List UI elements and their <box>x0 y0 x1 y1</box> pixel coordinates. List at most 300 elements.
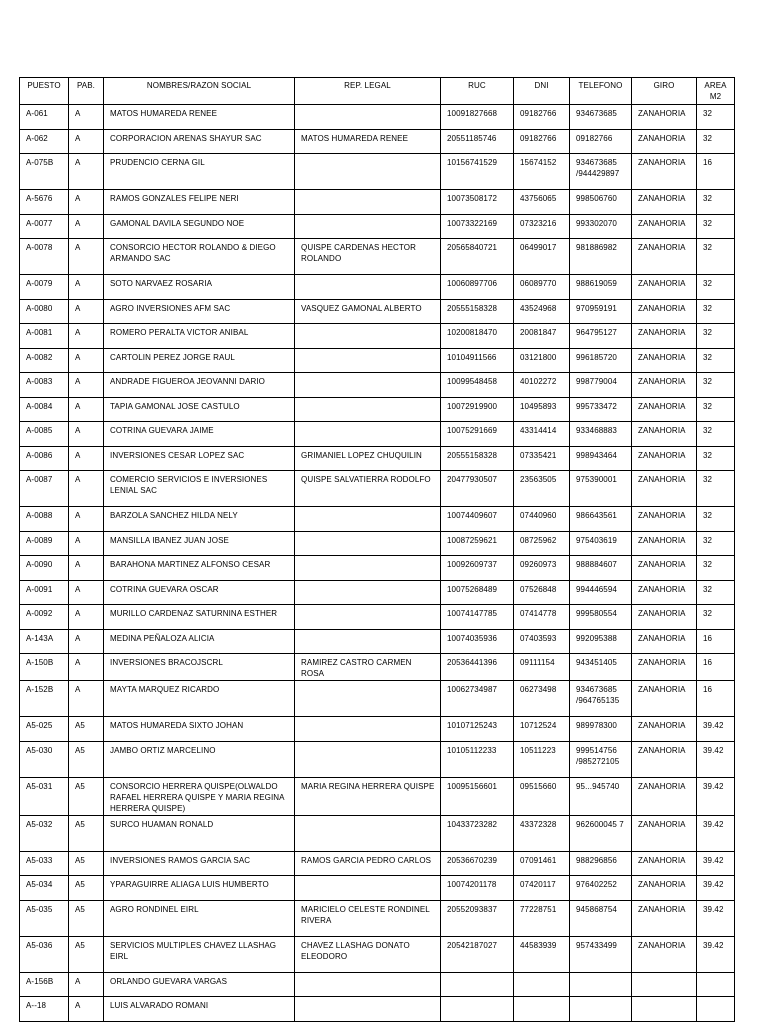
cell-nombre: MAYTA MARQUEZ RICARDO <box>104 681 295 717</box>
cell-area: 32 <box>697 471 735 507</box>
cell-giro: ZANAHORIA <box>632 876 697 901</box>
cell-puesto: A5-036 <box>20 936 69 972</box>
table-row <box>20 717 735 742</box>
cell-dni: 10511223 <box>514 741 570 777</box>
column-header-ruc: RUC <box>441 78 514 105</box>
cell-puesto: A5-025 <box>20 717 69 742</box>
table-body <box>20 105 735 1022</box>
cell-dni: 03121800 <box>514 348 570 373</box>
cell-rep-legal <box>295 531 441 556</box>
cell-nombre: BARAHONA MARTINEZ ALFONSO CESAR <box>104 556 295 581</box>
cell-giro: ZANAHORIA <box>632 422 697 447</box>
table-row <box>20 997 735 1022</box>
cell-telefono: 976402252 <box>570 876 632 901</box>
table-row <box>20 681 735 717</box>
cell-area: 32 <box>697 397 735 422</box>
cell-pabellon: A <box>69 507 104 532</box>
cell-giro: ZANAHORIA <box>632 373 697 398</box>
cell-dni: 09260973 <box>514 556 570 581</box>
cell-puesto: A-0085 <box>20 422 69 447</box>
cell-dni: 77228751 <box>514 900 570 936</box>
cell-ruc: 10433723282 <box>441 815 514 851</box>
cell-area: 32 <box>697 580 735 605</box>
cell-pabellon: A <box>69 629 104 654</box>
cell-dni <box>514 972 570 997</box>
cell-pabellon: A <box>69 997 104 1022</box>
table-row <box>20 972 735 997</box>
cell-nombre: ANDRADE FIGUEROA JEOVANNI DARIO <box>104 373 295 398</box>
cell-rep-legal <box>295 397 441 422</box>
cell-pabellon: A <box>69 605 104 630</box>
cell-ruc: 10091827668 <box>441 105 514 130</box>
cell-ruc: 10095156601 <box>441 777 514 815</box>
cell-giro: ZANAHORIA <box>632 397 697 422</box>
table-row <box>20 936 735 972</box>
cell-giro: ZANAHORIA <box>632 446 697 471</box>
cell-nombre: MATOS HUMAREDA SIXTO JOHAN <box>104 717 295 742</box>
table-row <box>20 900 735 936</box>
column-header-pabellon: PAB. <box>69 78 104 105</box>
cell-pabellon: A <box>69 556 104 581</box>
cell-area: 32 <box>697 105 735 130</box>
cell-pabellon: A5 <box>69 815 104 851</box>
cell-nombre: COTRINA GUEVARA JAIME <box>104 422 295 447</box>
cell-nombre: BARZOLA SANCHEZ HILDA NELY <box>104 507 295 532</box>
cell-puesto: A-0090 <box>20 556 69 581</box>
cell-rep-legal <box>295 214 441 239</box>
cell-dni: 23563505 <box>514 471 570 507</box>
cell-telefono: 992095388 <box>570 629 632 654</box>
cell-telefono: 994446594 <box>570 580 632 605</box>
cell-giro: ZANAHORIA <box>632 654 697 681</box>
cell-pabellon: A <box>69 299 104 324</box>
cell-telefono: 943451405 <box>570 654 632 681</box>
cell-dni: 06273498 <box>514 681 570 717</box>
cell-puesto: A5-035 <box>20 900 69 936</box>
table-row <box>20 777 735 815</box>
cell-puesto: A5-030 <box>20 741 69 777</box>
cell-pabellon: A <box>69 190 104 215</box>
table-row <box>20 629 735 654</box>
cell-ruc: 10072919900 <box>441 397 514 422</box>
cell-dni: 43314414 <box>514 422 570 447</box>
cell-giro: ZANAHORIA <box>632 741 697 777</box>
cell-ruc: 10074147785 <box>441 605 514 630</box>
cell-dni: 10712524 <box>514 717 570 742</box>
table-row <box>20 422 735 447</box>
cell-nombre: ROMERO PERALTA VICTOR ANIBAL <box>104 324 295 349</box>
cell-telefono: 998506760 <box>570 190 632 215</box>
cell-giro: ZANAHORIA <box>632 507 697 532</box>
cell-giro: ZANAHORIA <box>632 900 697 936</box>
cell-dni: 07323216 <box>514 214 570 239</box>
cell-giro: ZANAHORIA <box>632 936 697 972</box>
table-row <box>20 154 735 190</box>
cell-ruc: 10075268489 <box>441 580 514 605</box>
cell-pabellon: A <box>69 154 104 190</box>
cell-area: 39.42 <box>697 741 735 777</box>
cell-rep-legal <box>295 681 441 717</box>
cell-ruc: 10073508172 <box>441 190 514 215</box>
cell-puesto: A-152B <box>20 681 69 717</box>
cell-giro: ZANAHORIA <box>632 851 697 876</box>
cell-ruc: 10074035936 <box>441 629 514 654</box>
cell-puesto: A-0080 <box>20 299 69 324</box>
cell-nombre: SURCO HUAMAN RONALD <box>104 815 295 851</box>
cell-pabellon: A <box>69 105 104 130</box>
table-row <box>20 324 735 349</box>
cell-telefono: 945868754 <box>570 900 632 936</box>
cell-giro: ZANAHORIA <box>632 556 697 581</box>
cell-nombre: TAPIA GAMONAL JOSE CASTULO <box>104 397 295 422</box>
cell-puesto: A-0087 <box>20 471 69 507</box>
cell-telefono: 975390001 <box>570 471 632 507</box>
cell-giro: ZANAHORIA <box>632 531 697 556</box>
cell-rep-legal <box>295 997 441 1022</box>
cell-rep-legal <box>295 348 441 373</box>
cell-nombre: MANSILLA IBANEZ JUAN JOSE <box>104 531 295 556</box>
table-row <box>20 471 735 507</box>
cell-giro: ZANAHORIA <box>632 190 697 215</box>
cell-rep-legal: QUISPE CARDENAS HECTOR ROLANDO <box>295 239 441 275</box>
cell-area <box>697 972 735 997</box>
cell-ruc: 20555158328 <box>441 299 514 324</box>
cell-pabellon: A <box>69 239 104 275</box>
cell-giro: ZANAHORIA <box>632 605 697 630</box>
column-header-area: AREA M2 <box>697 78 735 105</box>
table-row <box>20 348 735 373</box>
cell-ruc: 10074201178 <box>441 876 514 901</box>
cell-dni: 10495893 <box>514 397 570 422</box>
column-header-puesto: PUESTO <box>20 78 69 105</box>
cell-giro <box>632 972 697 997</box>
cell-pabellon: A5 <box>69 936 104 972</box>
cell-giro: ZANAHORIA <box>632 299 697 324</box>
cell-area: 39.42 <box>697 851 735 876</box>
cell-ruc: 10087259621 <box>441 531 514 556</box>
cell-dni: 09182766 <box>514 129 570 154</box>
cell-giro: ZANAHORIA <box>632 348 697 373</box>
cell-telefono <box>570 997 632 1022</box>
cell-dni: 40102272 <box>514 373 570 398</box>
cell-dni: 06499017 <box>514 239 570 275</box>
cell-puesto: A-0079 <box>20 275 69 300</box>
cell-telefono: 933468883 <box>570 422 632 447</box>
cell-puesto: A-0091 <box>20 580 69 605</box>
cell-pabellon: A5 <box>69 777 104 815</box>
cell-giro: ZANAHORIA <box>632 815 697 851</box>
cell-telefono: 996185720 <box>570 348 632 373</box>
cell-ruc: 20536441396 <box>441 654 514 681</box>
cell-puesto: A--18 <box>20 997 69 1022</box>
cell-pabellon: A5 <box>69 900 104 936</box>
cell-giro: ZANAHORIA <box>632 717 697 742</box>
cell-ruc: 10062734987 <box>441 681 514 717</box>
table-row <box>20 876 735 901</box>
cell-puesto: A-0084 <box>20 397 69 422</box>
cell-nombre: GAMONAL DAVILA SEGUNDO NOE <box>104 214 295 239</box>
cell-giro: ZANAHORIA <box>632 324 697 349</box>
cell-dni: 07403593 <box>514 629 570 654</box>
cell-area <box>697 997 735 1022</box>
cell-nombre: AGRO RONDINEL EIRL <box>104 900 295 936</box>
cell-nombre: RAMOS GONZALES FELIPE NERI <box>104 190 295 215</box>
cell-nombre: AGRO INVERSIONES AFM SAC <box>104 299 295 324</box>
cell-giro: ZANAHORIA <box>632 239 697 275</box>
cell-ruc: 10107125243 <box>441 717 514 742</box>
cell-rep-legal: RAMOS GARCIA PEDRO CARLOS <box>295 851 441 876</box>
cell-telefono: 995733472 <box>570 397 632 422</box>
table-row <box>20 605 735 630</box>
table-row <box>20 815 735 851</box>
cell-rep-legal: QUISPE SALVATIERRA RODOLFO <box>295 471 441 507</box>
cell-area: 32 <box>697 422 735 447</box>
cell-pabellon: A <box>69 373 104 398</box>
cell-telefono: 989978300 <box>570 717 632 742</box>
cell-nombre: YPARAGUIRRE ALIAGA LUIS HUMBERTO <box>104 876 295 901</box>
cell-rep-legal <box>295 154 441 190</box>
cell-nombre: INVERSIONES RAMOS GARCIA SAC <box>104 851 295 876</box>
cell-nombre: JAMBO ORTIZ MARCELINO <box>104 741 295 777</box>
cell-nombre: INVERSIONES CESAR LOPEZ SAC <box>104 446 295 471</box>
cell-area: 39.42 <box>697 900 735 936</box>
cell-ruc: 10075291669 <box>441 422 514 447</box>
cell-pabellon: A <box>69 129 104 154</box>
cell-telefono: 957433499 <box>570 936 632 972</box>
cell-area: 32 <box>697 324 735 349</box>
cell-ruc: 20477930507 <box>441 471 514 507</box>
cell-area: 16 <box>697 654 735 681</box>
cell-dni: 09515660 <box>514 777 570 815</box>
cell-rep-legal: GRIMANIEL LOPEZ CHUQUILIN <box>295 446 441 471</box>
cell-rep-legal <box>295 876 441 901</box>
cell-area: 32 <box>697 129 735 154</box>
cell-ruc: 10105112233 <box>441 741 514 777</box>
cell-giro: ZANAHORIA <box>632 777 697 815</box>
cell-telefono: 09182766 <box>570 129 632 154</box>
cell-nombre: LUIS ALVARADO ROMANI <box>104 997 295 1022</box>
cell-rep-legal <box>295 190 441 215</box>
cell-telefono: 975403619 <box>570 531 632 556</box>
table-row <box>20 556 735 581</box>
cell-puesto: A5-034 <box>20 876 69 901</box>
cell-giro: ZANAHORIA <box>632 580 697 605</box>
cell-area: 32 <box>697 531 735 556</box>
cell-dni: 09182766 <box>514 105 570 130</box>
cell-giro: ZANAHORIA <box>632 629 697 654</box>
cell-puesto: A-150B <box>20 654 69 681</box>
cell-rep-legal: MATOS HUMAREDA RENEE <box>295 129 441 154</box>
cell-ruc: 10060897706 <box>441 275 514 300</box>
cell-telefono: 964795127 <box>570 324 632 349</box>
table-row <box>20 373 735 398</box>
table-row <box>20 654 735 681</box>
cell-pabellon: A <box>69 580 104 605</box>
cell-nombre: CONSORCIO HERRERA QUISPE(OLWALDO RAFAEL HERRERA QUISPE Y MARIA REGINA HERRERA QUISPE) <box>104 777 295 815</box>
cell-ruc: 10092609737 <box>441 556 514 581</box>
cell-ruc: 20542187027 <box>441 936 514 972</box>
table-row <box>20 299 735 324</box>
cell-telefono: 934673685 /964765135 <box>570 681 632 717</box>
cell-dni: 15674152 <box>514 154 570 190</box>
cell-rep-legal <box>295 275 441 300</box>
cell-ruc: 10073322169 <box>441 214 514 239</box>
cell-rep-legal <box>295 507 441 532</box>
cell-ruc: 20555158328 <box>441 446 514 471</box>
cell-pabellon: A5 <box>69 741 104 777</box>
cell-giro: ZANAHORIA <box>632 154 697 190</box>
table-row <box>20 446 735 471</box>
cell-dni: 20081847 <box>514 324 570 349</box>
cell-giro: ZANAHORIA <box>632 681 697 717</box>
cell-puesto: A-0086 <box>20 446 69 471</box>
cell-puesto: A-061 <box>20 105 69 130</box>
column-header-dni: DNI <box>514 78 570 105</box>
cell-ruc: 10200818470 <box>441 324 514 349</box>
cell-area: 32 <box>697 556 735 581</box>
cell-telefono: 934673685 <box>570 105 632 130</box>
cell-telefono: 962600045 7 <box>570 815 632 851</box>
cell-rep-legal <box>295 324 441 349</box>
cell-area: 39.42 <box>697 936 735 972</box>
cell-area: 32 <box>697 507 735 532</box>
header-row <box>20 78 735 105</box>
cell-rep-legal: VASQUEZ GAMONAL ALBERTO <box>295 299 441 324</box>
cell-telefono: 998779004 <box>570 373 632 398</box>
cell-telefono <box>570 972 632 997</box>
cell-dni: 07091461 <box>514 851 570 876</box>
cell-rep-legal: RAMIREZ CASTRO CARMEN ROSA <box>295 654 441 681</box>
cell-area: 39.42 <box>697 777 735 815</box>
cell-telefono: 993302070 <box>570 214 632 239</box>
cell-puesto: A5-033 <box>20 851 69 876</box>
cell-dni <box>514 997 570 1022</box>
column-header-giro: GIRO <box>632 78 697 105</box>
table-row <box>20 531 735 556</box>
cell-dni: 43756065 <box>514 190 570 215</box>
cell-dni: 06089770 <box>514 275 570 300</box>
cell-rep-legal <box>295 422 441 447</box>
table-row <box>20 741 735 777</box>
cell-ruc: 10074409607 <box>441 507 514 532</box>
cell-puesto: A-5676 <box>20 190 69 215</box>
cell-area: 16 <box>697 154 735 190</box>
cell-telefono: 981886982 <box>570 239 632 275</box>
cell-puesto: A-143A <box>20 629 69 654</box>
cell-puesto: A-156B <box>20 972 69 997</box>
cell-ruc: 20551185746 <box>441 129 514 154</box>
cell-area: 32 <box>697 348 735 373</box>
table-row <box>20 105 735 130</box>
cell-nombre: MURILLO CARDENAZ SATURNINA ESTHER <box>104 605 295 630</box>
cell-ruc <box>441 997 514 1022</box>
cell-puesto: A-0078 <box>20 239 69 275</box>
cell-area: 32 <box>697 190 735 215</box>
cell-rep-legal <box>295 717 441 742</box>
cell-ruc: 20536670239 <box>441 851 514 876</box>
table-row <box>20 239 735 275</box>
cell-rep-legal <box>295 373 441 398</box>
cell-rep-legal <box>295 815 441 851</box>
column-header-nombre: NOMBRES/RAZON SOCIAL <box>104 78 295 105</box>
cell-nombre: ORLANDO GUEVARA VARGAS <box>104 972 295 997</box>
cell-puesto: A5-031 <box>20 777 69 815</box>
cell-rep-legal <box>295 972 441 997</box>
cell-dni: 43524968 <box>514 299 570 324</box>
cell-ruc: 20552093837 <box>441 900 514 936</box>
cell-telefono: 970959191 <box>570 299 632 324</box>
cell-rep-legal <box>295 629 441 654</box>
cell-pabellon: A <box>69 471 104 507</box>
cell-dni: 07335421 <box>514 446 570 471</box>
cell-dni: 07420117 <box>514 876 570 901</box>
cell-nombre: COTRINA GUEVARA OSCAR <box>104 580 295 605</box>
table-row <box>20 580 735 605</box>
cell-rep-legal <box>295 580 441 605</box>
cell-telefono: 998943464 <box>570 446 632 471</box>
cell-dni: 44583939 <box>514 936 570 972</box>
cell-telefono: 999514756 /985272105 <box>570 741 632 777</box>
cell-nombre: CARTOLIN PEREZ JORGE RAUL <box>104 348 295 373</box>
cell-area: 32 <box>697 446 735 471</box>
cell-area: 32 <box>697 605 735 630</box>
cell-pabellon: A <box>69 681 104 717</box>
table-row <box>20 507 735 532</box>
cell-telefono: 988296856 <box>570 851 632 876</box>
cell-telefono: 95...945740 <box>570 777 632 815</box>
cell-telefono: 988619059 <box>570 275 632 300</box>
table-row <box>20 214 735 239</box>
cell-telefono: 934673685 /944429897 <box>570 154 632 190</box>
cell-ruc: 10104911566 <box>441 348 514 373</box>
cell-puesto: A-0089 <box>20 531 69 556</box>
cell-pabellon: A <box>69 324 104 349</box>
column-header-rep-legal: REP. LEGAL <box>295 78 441 105</box>
cell-area: 39.42 <box>697 876 735 901</box>
cell-rep-legal: CHAVEZ LLASHAG DONATO ELEODORO <box>295 936 441 972</box>
cell-pabellon: A5 <box>69 851 104 876</box>
table-row <box>20 851 735 876</box>
cell-dni: 08725962 <box>514 531 570 556</box>
column-header-telefono: TELEFONO <box>570 78 632 105</box>
cell-puesto: A-075B <box>20 154 69 190</box>
cell-pabellon: A5 <box>69 717 104 742</box>
cell-nombre: MATOS HUMAREDA RENEE <box>104 105 295 130</box>
cell-pabellon: A <box>69 972 104 997</box>
cell-rep-legal <box>295 741 441 777</box>
cell-puesto: A-0081 <box>20 324 69 349</box>
cell-puesto: A-0083 <box>20 373 69 398</box>
table-row <box>20 190 735 215</box>
cell-pabellon: A5 <box>69 876 104 901</box>
cell-nombre: CONSORCIO HECTOR ROLANDO & DIEGO ARMANDO SAC <box>104 239 295 275</box>
cell-pabellon: A <box>69 654 104 681</box>
cell-ruc <box>441 972 514 997</box>
cell-ruc: 20565840721 <box>441 239 514 275</box>
cell-dni: 07526848 <box>514 580 570 605</box>
cell-telefono: 999580554 <box>570 605 632 630</box>
cell-pabellon: A <box>69 446 104 471</box>
cell-giro: ZANAHORIA <box>632 471 697 507</box>
stalls-table <box>19 77 735 1022</box>
cell-rep-legal: MARICIELO CELESTE RONDINEL RIVERA <box>295 900 441 936</box>
cell-rep-legal <box>295 105 441 130</box>
cell-nombre: INVERSIONES BRACOJSCRL <box>104 654 295 681</box>
cell-nombre: SOTO NARVAEZ ROSARIA <box>104 275 295 300</box>
cell-pabellon: A <box>69 422 104 447</box>
cell-nombre: PRUDENCIO CERNA GIL <box>104 154 295 190</box>
cell-nombre: SERVICIOS MULTIPLES CHAVEZ LLASHAG EIRL <box>104 936 295 972</box>
